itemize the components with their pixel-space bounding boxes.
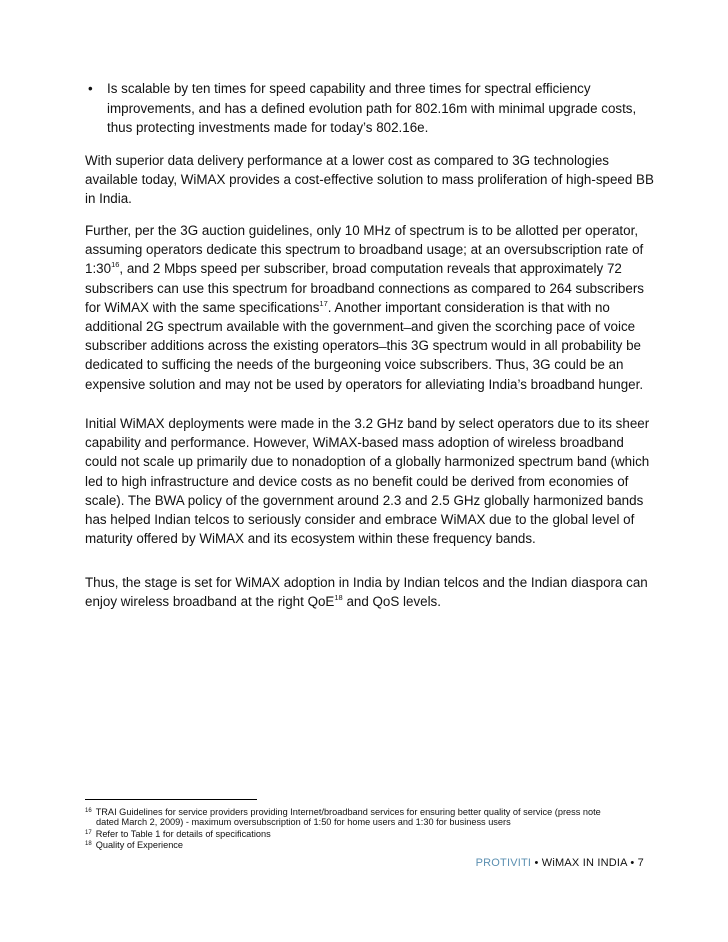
- paragraph-cost-effective: With superior data delivery performance at a lower cost as compared to 3G technologies available today, WiMAX provides a cost-effective solution to mass proliferation of high-speed BB in India.: [85, 153, 654, 207]
- footnote-18: [85, 839, 645, 850]
- paragraph-3g-auction-text-b: , and 2 Mbps speed per subscriber, broad computation reveals that approximately 72 subscribers can use this spectrum for broadband connections as compared to 264 subscribers for WiMAX with the same specifications: [85, 261, 644, 315]
- footnote-text: TRAI Guidelines for service providers providing Internet/broadband services for ensuring better quality of service (press note: [95, 807, 601, 817]
- footnote-number: 18: [85, 840, 92, 847]
- footnotes: [85, 806, 645, 850]
- paragraph-3g-auction: [85, 221, 655, 394]
- paragraph-initial-deployments: Initial WiMAX deployments were made in the 3.2 GHz band by select operators due to its sheer capability and performance. However, WiMAX-based mass adoption of wireless broadband could not scale up primarily due to nonadoption of a globally harmonized spectrum band (which led to high infrastructure and device costs as no benefit could be derived from economies of scale). The BWA policy of the government around 2.3 and 2.5 GHz globally harmonized bands has helped Indian telcos to seriously consider and embrace WiMAX due to the global level of maturity offered by WiMAX and its ecosystem within these frequency bands.: [85, 416, 650, 547]
- footnote-17: [85, 828, 645, 839]
- paragraph-3g-auction-text-a: Further, per the 3G auction guidelines, only 10 MHz of spectrum is to be allotted per operator, assuming operators dedicate this spectrum to broadband usage; at an oversubscription rate of 1:30: [85, 223, 644, 277]
- footer-separator: •: [627, 857, 638, 869]
- footnote-16-continued: dated March 2, 2009) - maximum oversubscription of 1:50 for home users and 1:30 for business users: [96, 817, 511, 828]
- document-title: WiMAX IN INDIA: [541, 857, 628, 869]
- bullet-text: Is scalable by ten times for speed capability and three times for spectral efficiency improvements, and has a defined evolution path for 802.16m with minimal upgrade costs, thus protecting investments made for today’s 802.16e.: [107, 81, 637, 136]
- page-footer: [476, 857, 644, 869]
- paragraph-conclusion-text-b: and QoS levels.: [342, 594, 441, 610]
- brand-name: PROTIVITI: [475, 857, 532, 869]
- footnote-ref-18[interactable]: 18: [334, 593, 343, 603]
- footnote-text: Quality of Experience: [95, 839, 184, 850]
- footnote-ref-17[interactable]: 17: [319, 298, 328, 308]
- footnote-16: [85, 806, 645, 817]
- footer-separator: •: [531, 857, 542, 869]
- footnote-number: 17: [85, 829, 92, 836]
- footnote-text: Refer to Table 1 for details of specifications: [95, 828, 271, 839]
- footnote-ref-16[interactable]: 16: [111, 260, 120, 270]
- bullet-item: [88, 79, 648, 138]
- paragraph-conclusion-text-a: Thus, the stage is set for WiMAX adoption in India by Indian telcos and the Indian diaspora can enjoy wireless broadband at the right QoE: [85, 575, 648, 610]
- footnote-number: 16: [85, 808, 92, 814]
- bullet-dot: •: [88, 81, 93, 96]
- page-number: 7: [637, 857, 644, 869]
- footnote-divider: [85, 799, 257, 800]
- paragraph-conclusion: [85, 573, 655, 611]
- paragraph-3g-auction-text-c: . Another important consideration is that with no additional 2G spectrum available with the government ̶ and given the scorching pace of voice subscriber additions across the existing operators ̶ this 3G spectrum would in all probability be dedicated to sufficing the needs of the burgeoning voice subscribers. Thus, 3G could be an expensive solution and may not be used by operators for alleviating India’s broadband hunger.: [85, 299, 644, 392]
